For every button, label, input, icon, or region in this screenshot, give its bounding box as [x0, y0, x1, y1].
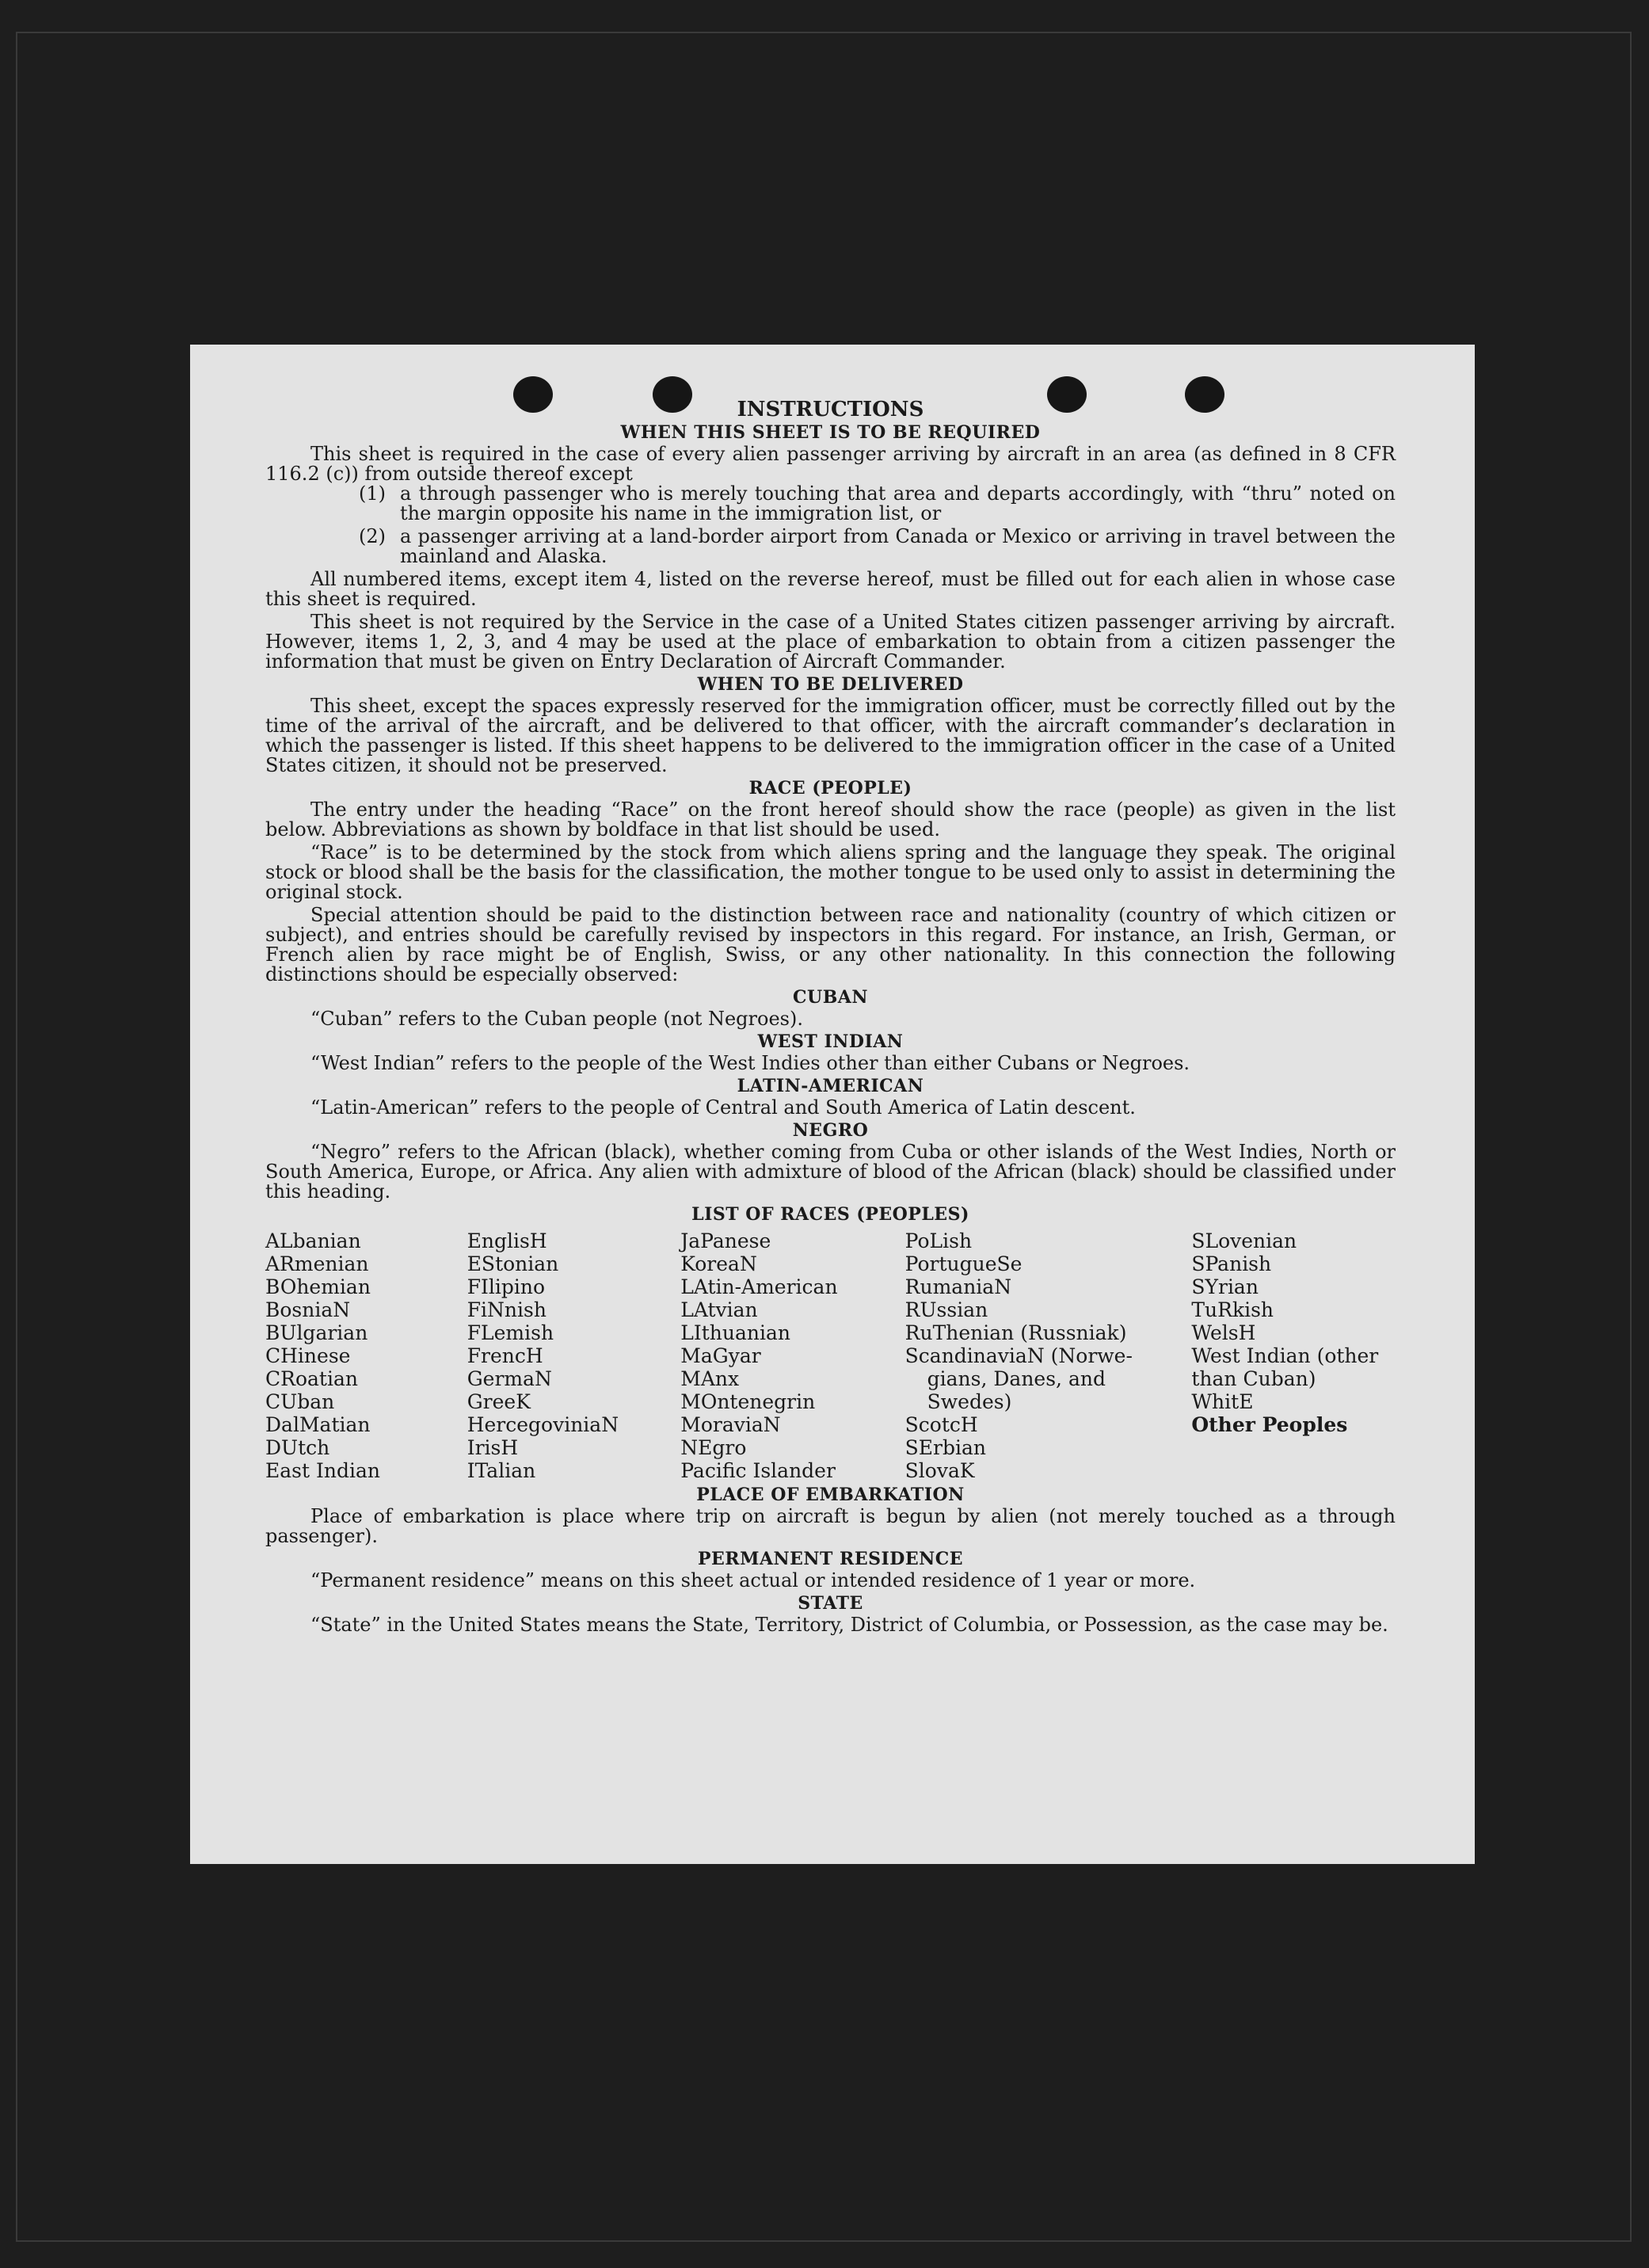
race-entry: DalMatian: [265, 1413, 371, 1436]
race-entry: HercegoviniaN: [467, 1413, 619, 1436]
race-entry: CUban: [265, 1390, 335, 1413]
race-entry: FrencH: [467, 1344, 543, 1367]
race-entry: MOntenegrin: [680, 1390, 816, 1413]
section-heading-latin-american: LATIN-AMERICAN: [737, 1076, 924, 1096]
residence-text: “Permanent residence” means on this sheet actual or intended residence of 1 year or more.: [310, 1569, 1196, 1591]
race-entry: LAtvian: [680, 1298, 758, 1321]
race-entry: EnglisH: [467, 1229, 547, 1252]
race-entry: DUtch: [265, 1436, 330, 1459]
race-entry: Other Peoples: [1191, 1413, 1348, 1436]
race-entry: PortugueSe: [904, 1252, 1023, 1275]
required-para-3: This sheet is not required by the Service in the case of a United States citizen passenger arriving by aircraft. However, items 1, 2, 3, and 4 may be used at the place of embarkation to obtain from a citizen passenger the information that must be given on Entry Declaration of Aircraft Commander.: [265, 611, 1396, 673]
race-para-1: The entry under the heading “Race” on the front hereof should show the race (people) as given in the list below. Abbreviations as shown by boldface in that list should be used.: [265, 799, 1396, 840]
instruction-sheet: [190, 345, 1475, 1864]
race-entry: LIthuanian: [680, 1321, 790, 1344]
race-entry: WhitE: [1191, 1390, 1254, 1413]
race-entry: ARmenian: [265, 1252, 369, 1275]
race-entry: Pacific Islander: [680, 1459, 836, 1482]
punch-hole: [653, 376, 692, 413]
races-column: [1191, 1229, 1396, 1482]
race-entry: ITalian: [467, 1459, 536, 1482]
section-heading-state: STATE: [798, 1593, 863, 1614]
race-entry: ScandinaviaN (Norwe-: [904, 1344, 1133, 1367]
race-entry: SPanish: [1191, 1252, 1272, 1275]
instructions-title: INSTRUCTIONS: [737, 398, 924, 421]
section-heading-delivered: WHEN TO BE DELIVERED: [697, 674, 964, 695]
punch-hole: [1185, 376, 1224, 413]
latin-american-text: “Latin-American” refers to the people of Central and South America of Latin descent.: [310, 1096, 1136, 1119]
required-intro: This sheet is required in the case of every alien passenger arriving by aircraft in an area (as defined in 8 CFR 116.2 (c)) from outside thereof except: [265, 443, 1396, 485]
section-heading-west-indian: WEST INDIAN: [757, 1031, 904, 1052]
race-entry: BUlgarian: [265, 1321, 368, 1344]
race-entry: LAtin-American: [680, 1275, 838, 1298]
section-heading-embarkation: PLACE OF EMBARKATION: [696, 1485, 965, 1505]
race-entry: WelsH: [1191, 1321, 1256, 1344]
races-list: [265, 1229, 1396, 1482]
delivered-text: This sheet, except the spaces expressly reserved for the immigration officer, must be correctly filled out by the time of the arrival of the aircraft, and be delivered to that officer, with the aircraft commander’s declaration in which the passenger is listed. If this sheet happens to be delivered to the immigration officer in the case of a United States citizen, it should not be preserved.: [265, 695, 1396, 776]
race-entry: SErbian: [904, 1436, 986, 1459]
cuban-text: “Cuban” refers to the Cuban people (not Negroes).: [310, 1008, 803, 1030]
race-entry: West Indian (other: [1191, 1344, 1379, 1367]
race-entry: ALbanian: [265, 1229, 361, 1252]
race-entry: RumaniaN: [904, 1275, 1012, 1298]
race-entry: SLovenian: [1191, 1229, 1297, 1252]
race-entry: GermaN: [467, 1367, 552, 1390]
race-entry: NEgro: [680, 1436, 747, 1459]
race-entry: CRoatian: [265, 1367, 358, 1390]
race-entry: MAnx: [680, 1367, 740, 1390]
race-entry: BOhemian: [265, 1275, 371, 1298]
punch-hole: [1047, 376, 1087, 413]
race-entry: TuRkish: [1191, 1298, 1274, 1321]
race-entry: FIlipino: [467, 1275, 546, 1298]
races-column: [905, 1229, 1192, 1482]
races-column: [265, 1229, 467, 1482]
section-heading-cuban: CUBAN: [793, 987, 868, 1008]
section-heading-residence: PERMANENT RESIDENCE: [698, 1549, 963, 1569]
race-entry: SYrian: [1191, 1275, 1259, 1298]
race-entry: MoraviaN: [680, 1413, 781, 1436]
section-heading-races-list: LIST OF RACES (PEOPLES): [691, 1204, 969, 1225]
race-entry: ScotcH: [904, 1413, 978, 1436]
punch-hole: [513, 376, 553, 413]
state-text: “State” in the United States means the State, Territory, District of Columbia, or Possession, as the case may be.: [310, 1614, 1388, 1636]
exception-number: (1): [359, 482, 386, 505]
race-entry: Swedes): [927, 1390, 1012, 1413]
exception-text: a passenger arriving at a land-border airport from Canada or Mexico or arriving in travel between the mainland and Alaska.: [400, 525, 1396, 567]
race-entry: EStonian: [467, 1252, 559, 1275]
exception-number: (2): [359, 525, 386, 547]
race-entry: CHinese: [265, 1344, 351, 1367]
race-entry: JaPanese: [680, 1229, 771, 1252]
section-heading-negro: NEGRO: [792, 1120, 869, 1141]
race-entry: RuThenian (Russniak): [904, 1321, 1127, 1344]
embarkation-text: Place of embarkation is place where trip on aircraft is begun by alien (not merely touched as a through passenger).: [265, 1505, 1396, 1547]
race-entry: KoreaN: [680, 1252, 757, 1275]
race-entry: PoLish: [904, 1229, 973, 1252]
section-heading-required: WHEN THIS SHEET IS TO BE REQUIRED: [620, 422, 1041, 443]
negro-text: “Negro” refers to the African (black), whether coming from Cuba or other islands of the West Indies, North or South America, Europe, or Africa. Any alien with admixture of blood of the African (black) should be classified under this heading.: [265, 1141, 1396, 1203]
west-indian-text: “West Indian” refers to the people of the West Indies other than either Cubans or Negroes.: [310, 1052, 1190, 1074]
race-entry: gians, Danes, and: [927, 1367, 1106, 1390]
race-entry: GreeK: [467, 1390, 531, 1413]
exception-item: [359, 484, 1396, 524]
races-column: [467, 1229, 681, 1482]
required-para-2: All numbered items, except item 4, listed on the reverse hereof, must be filled out for each alien in whose case this sheet is required.: [265, 568, 1396, 610]
race-entry: than Cuban): [1191, 1367, 1316, 1390]
race-entry: MaGyar: [680, 1344, 761, 1367]
race-entry: East Indian: [265, 1459, 380, 1482]
race-entry: FiNnish: [467, 1298, 546, 1321]
section-heading-race: RACE (PEOPLE): [748, 778, 912, 799]
race-para-3: Special attention should be paid to the distinction between race and nationality (country of which citizen or subject), and entries should be carefully revised by inspectors in this regard. For instance, an Irish, German, or French alien by race might be of English, Swiss, or any other nationality. In this connection the following distinctions should be especially observed:: [265, 904, 1396, 985]
exception-item: [359, 527, 1396, 566]
races-column: [680, 1229, 904, 1482]
race-entry: BosniaN: [265, 1298, 351, 1321]
race-entry: FLemish: [467, 1321, 554, 1344]
race-para-2: “Race” is to be determined by the stock from which aliens spring and the language they speak. The original stock or blood shall be the basis for the classification, the mother tongue to be used only to assist in determining the original stock.: [265, 841, 1396, 903]
race-entry: RUssian: [904, 1298, 988, 1321]
exception-text: a through passenger who is merely touching that area and departs accordingly, with “thru” noted on the margin opposite his name in the immigration list, or: [400, 482, 1396, 524]
race-entry: SlovaK: [904, 1459, 975, 1482]
race-entry: IrisH: [467, 1436, 519, 1459]
